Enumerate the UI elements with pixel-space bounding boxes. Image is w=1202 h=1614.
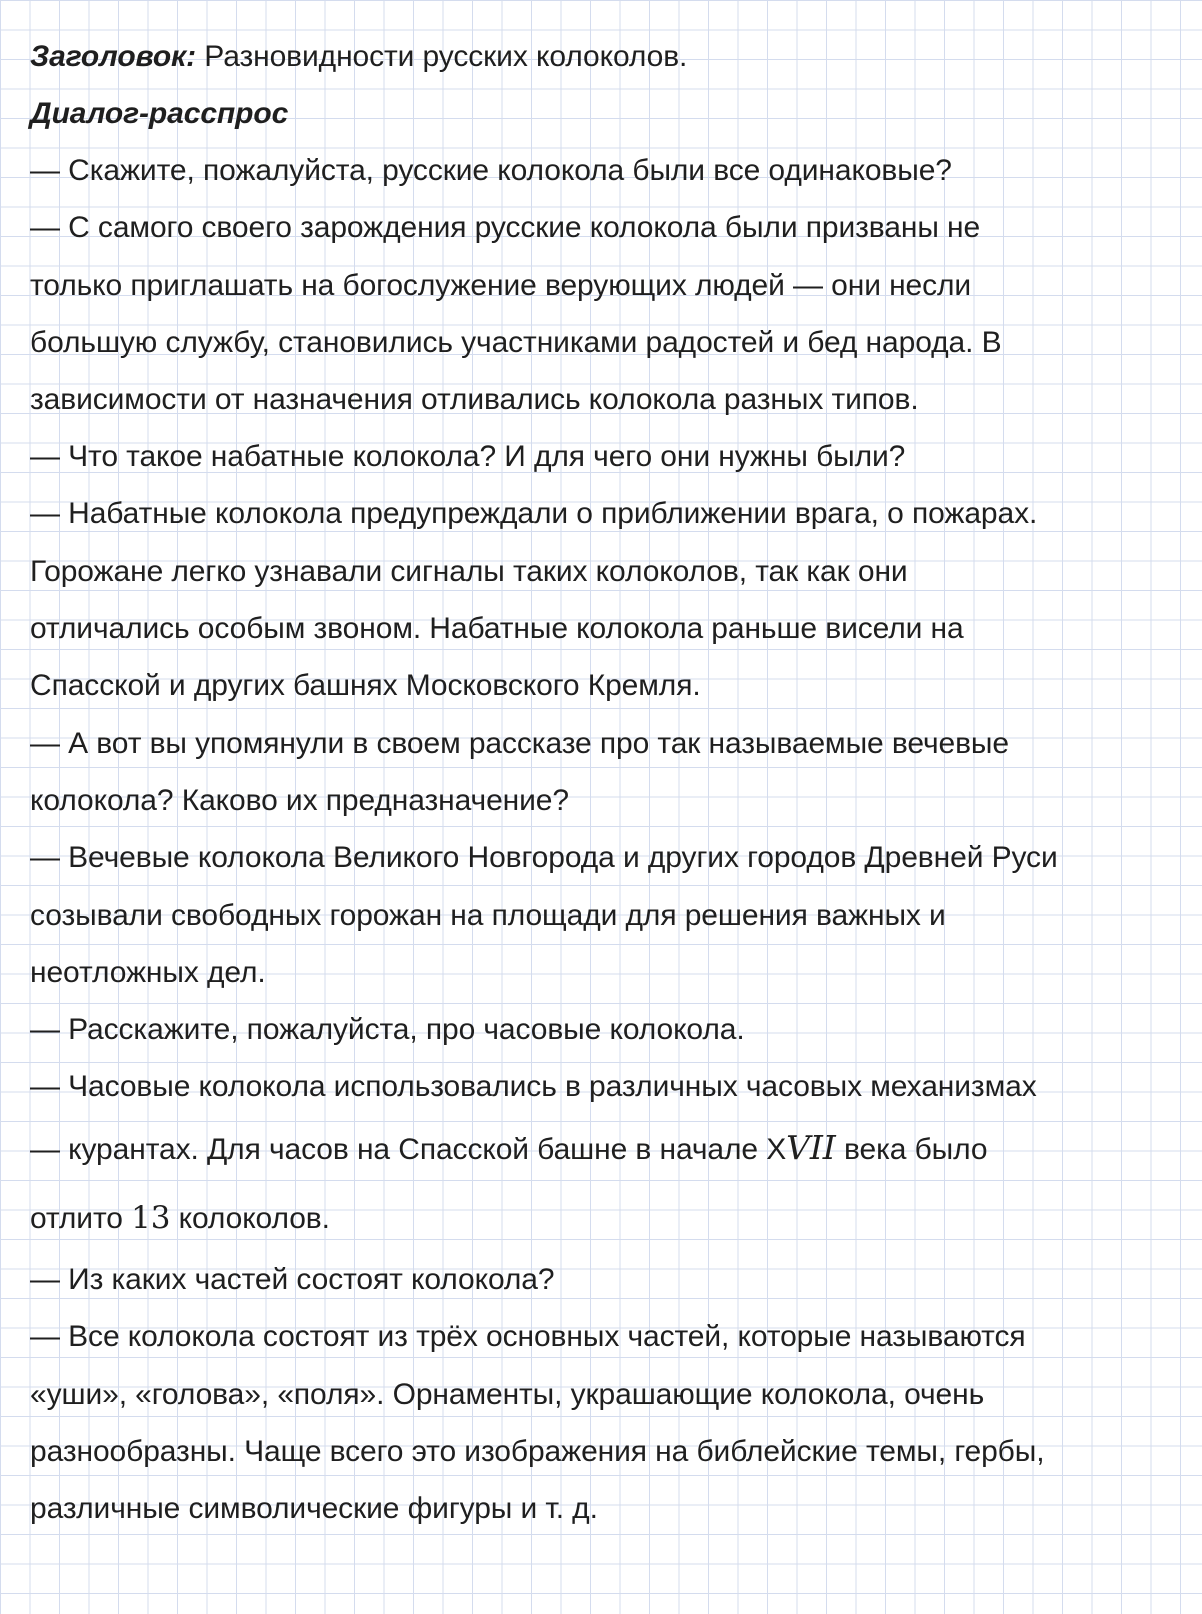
text-line: — Расскажите, пожалуйста, про часовые колокола.	[30, 1013, 745, 1046]
century-roman: VII	[786, 1128, 836, 1167]
text-line: — Что такое набатные колокола? И для чего они нужны были?	[30, 440, 906, 473]
count-after: колоколов.	[170, 1202, 330, 1235]
text-line: созывали свободных горожан на площади для решения важных и	[30, 899, 946, 932]
century-after: века было	[835, 1133, 988, 1166]
count-before: отлито	[30, 1202, 132, 1235]
text-line: Спасской и других башнях Московского Кремля.	[30, 669, 701, 702]
count-line	[30, 1198, 1184, 1239]
text-line: — Все колокола состоят из трёх основных частей, которые называются	[30, 1320, 1026, 1353]
text-line: неотложных дел.	[30, 956, 266, 989]
heading-text: Разновидности русских колоколов.	[204, 40, 688, 73]
text-line: разнообразны. Чаще всего это изображения на библейские темы, гербы,	[30, 1435, 1045, 1468]
count-number: 13	[131, 1200, 171, 1236]
text-line: — С самого своего зарождения русские колокола были призваны не	[30, 211, 981, 244]
section-title: Диалог-расспрос	[30, 97, 289, 130]
heading-line	[30, 37, 1184, 77]
text-line: — Вечевые колокола Великого Новгорода и других городов Древней Руси	[30, 841, 1058, 874]
text-line: зависимости от назначения отливались колокола разных типов.	[30, 383, 919, 416]
text-line: колокола? Каково их предназначение?	[30, 784, 569, 817]
text-line: Горожане легко узнавали сигналы таких колоколов, так как они	[30, 555, 908, 588]
text-line: отличались особым звоном. Набатные колокола раньше висели на	[30, 612, 964, 645]
text-line: — Скажите, пожалуйста, русские колокола были все одинаковые?	[30, 154, 952, 187]
heading-label: Заголовок:	[30, 40, 197, 73]
century-line	[30, 1128, 1184, 1170]
text-line: — Из каких частей состоят колокола?	[30, 1263, 555, 1296]
text-line: «уши», «голова», «поля». Орнаменты, украшающие колокола, очень	[30, 1378, 985, 1411]
text-line: большую службу, становились участниками радостей и бед народа. В	[30, 326, 1002, 359]
century-before: — курантах. Для часов на Спасской башне в начале X	[30, 1133, 787, 1166]
text-line: только приглашать на богослужение верующих людей — они несли	[30, 269, 972, 302]
text-line: различные символические фигуры и т. д.	[30, 1492, 598, 1525]
text-line: — Набатные колокола предупреждали о приближении врага, о пожарах.	[30, 497, 1038, 530]
text-line: — А вот вы упомянули в своем рассказе про так называемые вечевые	[30, 727, 1009, 760]
text-line: — Часовые колокола использовались в различных часовых механизмах	[30, 1070, 1037, 1103]
